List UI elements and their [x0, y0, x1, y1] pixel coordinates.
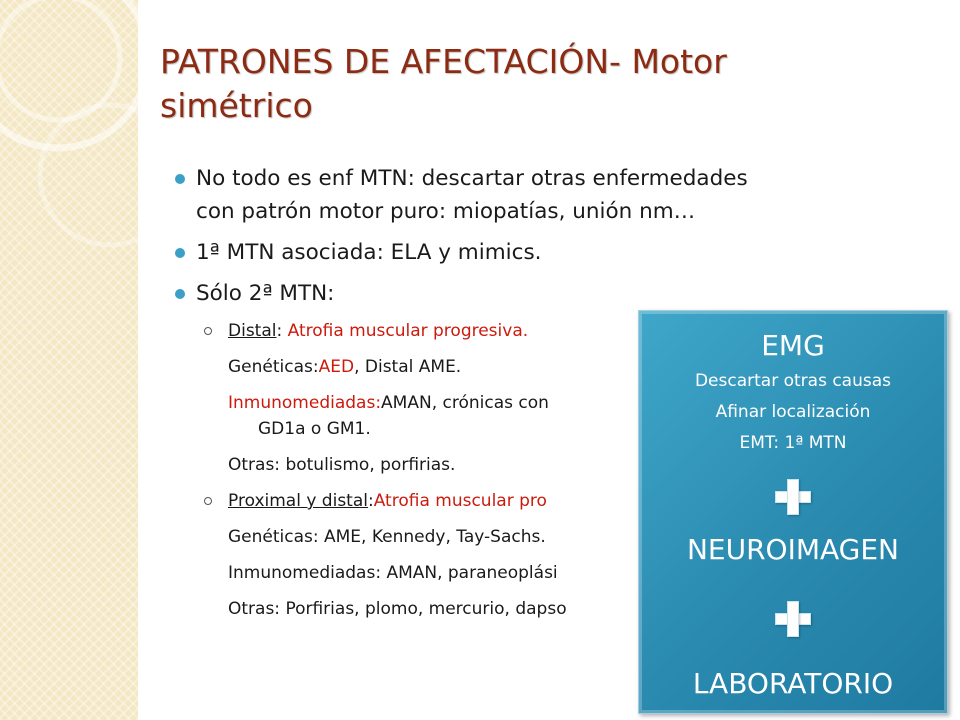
emg-heading: EMG — [761, 329, 825, 362]
slide-title — [160, 40, 920, 128]
proximal-inmuno-text: Inmunomediadas: AMAN, paraneoplási — [228, 563, 558, 583]
distal-geneticas-rest: , Distal AME. — [354, 357, 462, 377]
proximal-geneticas-text: Genéticas: AME, Kennedy, Tay-Sachs. — [228, 527, 546, 547]
bullet-no-todo-line-2: con patrón motor puro: miopatías, unión nm… — [196, 199, 696, 224]
distal-geneticas-label: Genéticas: — [228, 357, 319, 377]
plus-icon — [775, 479, 811, 515]
distal-inmuno-cont: GD1a o GM1. — [258, 419, 371, 439]
emg-line-1: Descartar otras causas — [694, 371, 892, 391]
proximal-sep: : — [367, 491, 374, 511]
distal-geneticas-aed: AED — [318, 357, 355, 377]
emg-line-2: Afinar localización — [715, 402, 871, 422]
bullet-mtn-asociada — [176, 236, 876, 269]
neuroimagen-label: NEUROIMAGEN — [686, 533, 900, 566]
bullet-solo-mtn — [176, 277, 876, 310]
proximal-desc: Atrofia muscular pro — [373, 491, 547, 511]
distal-otras-text: Otras: botulismo, porfirias. — [228, 455, 456, 475]
distal-label: Distal — [228, 321, 277, 341]
emg-summary-box — [638, 310, 948, 714]
distal-desc: Atrofia muscular progresiva. — [287, 321, 529, 341]
emg-line-3: EMT: 1ª MTN — [739, 433, 847, 453]
laboratorio-label: LABORATORIO — [692, 667, 894, 700]
plus-icon — [775, 601, 811, 637]
title-line-1: PATRONES DE AFECTACIÓN- Motor — [160, 42, 727, 81]
proximal-label: Proximal y distal — [228, 491, 368, 511]
bullet-no-todo — [176, 162, 876, 228]
distal-inmuno-rest: AMAN, crónicas con — [381, 393, 549, 413]
distal-inmuno-label: Inmunomediadas: — [228, 393, 382, 413]
bullet-solo-mtn-text: Sólo 2ª MTN: — [196, 281, 335, 306]
proximal-otras-text: Otras: Porfirias, plomo, mercurio, dapso — [228, 599, 567, 619]
title-line-2: simétrico — [160, 86, 313, 125]
bullet-mtn-asociada-text: 1ª MTN asociada: ELA y mimics. — [196, 240, 542, 265]
bullet-no-todo-line-1: No todo es enf MTN: descartar otras enfermedades — [196, 166, 748, 191]
distal-sep: : — [276, 321, 283, 341]
